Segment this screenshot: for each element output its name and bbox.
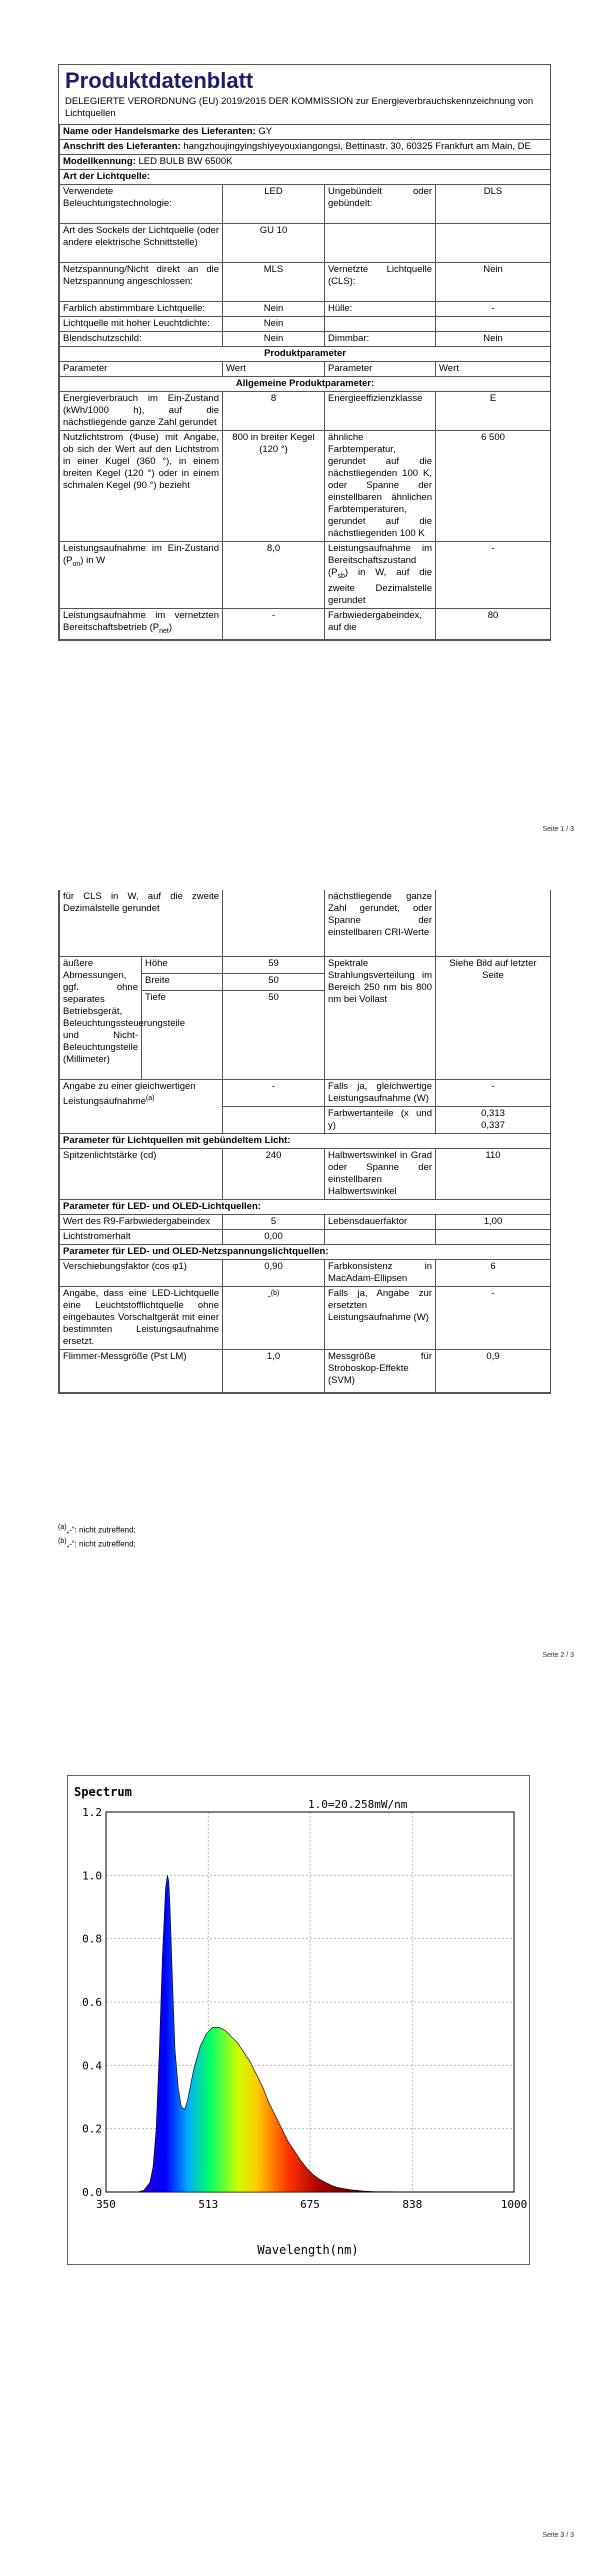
table-row: Wert des R9-Farbwiedergabeindex 5 Lebensdauerfaktor 1,00 <box>60 1215 551 1230</box>
x-tick-label: 838 <box>402 2198 423 2211</box>
table-row: Lichtstromerhalt 0,00 <box>60 1230 551 1245</box>
table-row: Energieverbrauch im Ein-Zustand (kWh/1000 h), auf die nächstliegende ganze Zahl gerundet 8 Energieeffizienzklasse E <box>60 392 551 431</box>
table-row-split: Leistungsaufnahme im vernetzten Bereitschaftsbetrieb $(P_{net})$ - Farbwiedergabeindex, auf die 80 <box>60 608 551 639</box>
model-id-row: Modellkennung: LED BULB BW 6500K <box>60 155 551 170</box>
footnote-b: $^{(b)}$„-“: nicht zutreffend; <box>58 1537 136 1549</box>
table-row: Nutzlichtstrom (Φuse) mit Angabe, ob sich der Wert auf den Lichtstrom in einer Kugel (360 °), in einem breiten Kegel (120 °) oder in einem schmalen Kegel (90 °) bezieht 800 in breiter Kegel (120 °) ähnliche Farbtemperatur, gerundet auf die nächstliegenden 100 K, oder Spanne der einstellbaren ähnlichen Farbtemperaturen, gerundet auf die nächstliegenden 100 K 6 500 <box>60 431 551 542</box>
table-header-row: Parameter Wert Parameter Wert <box>60 362 551 377</box>
chart-annotation: 1.0=20.258mW/nm <box>308 1798 408 1811</box>
x-tick-label: 350 <box>96 2198 116 2211</box>
table-row: Spitzenlichtstärke (cd) 240 Halbwertswinkel in Grad oder Spanne der einstellbaren Halbwertswinkel 110 <box>60 1149 551 1200</box>
table-row: Leistungsaufnahme im Ein-Zustand $(P_{on})$ in W 8,0 Leistungsaufnahme im Bereitschaftszustand $(P_{sb})$ in W, auf die zweite Dezimalstelle gerundet - <box>60 542 551 609</box>
y-tick-label: 1.2 <box>82 1806 102 1819</box>
datasheet-frame-page-1 <box>58 64 551 641</box>
table-row: Farblich abstimmbare Lichtquelle: Nein Hülle: - <box>60 302 551 317</box>
page-2 <box>0 848 604 1696</box>
table-row: Netzspannung/Nicht direkt an die Netzspannung angeschlossen: MLS Vernetzte Lichtquelle (CLS): Nein <box>60 263 551 302</box>
table-row: Breite 50 <box>60 974 551 991</box>
y-tick-label: 0.6 <box>82 1996 102 2009</box>
table-row: äußere Abmessungen, ggf. ohne separates Betriebsgerät, Beleuchtungssteuerungsteile und Nicht-Beleuchtungsteile (Millimeter) Höhe 59 Spektrale Strahlungsverteilung im Bereich 250 nm bis 800 nm bei Vollast Siehe Bild auf letzter Seite <box>60 957 551 974</box>
general-params-heading: Allgemeine Produktparameter: <box>60 377 551 392</box>
spectrum-chart <box>67 1775 530 2265</box>
table-row: Verschiebungsfaktor (cos φ1) 0,90 Farbkonsistenz in MacAdam-Ellipsen 6 <box>60 1260 551 1287</box>
table-row: Blendschutzschild: Nein Dimmbar: Nein <box>60 332 551 347</box>
table-row: Verwendete Beleuchtungstechnologie: LED Ungebündelt oder gebündelt: DLS <box>60 185 551 224</box>
footnote-a: $^{(a)}$„-“: nicht zutreffend; <box>58 1524 136 1535</box>
x-axis-label: Wavelength(nm) <box>257 2243 359 2257</box>
directional-params-heading: Parameter für Lichtquellen mit gebündeltem Licht: <box>60 1134 551 1149</box>
table-row: Angabe zu einer gleichwertigen Leistungsaufnahme$^{(a)}$ - Falls ja, gleichwertige Leistungsaufnahme (W) - <box>60 1080 551 1107</box>
chart-title: Spectrum <box>74 1785 132 1799</box>
y-tick-label: 0.0 <box>82 2186 102 2199</box>
spectrum-svg <box>68 1776 529 2264</box>
table-row: Art des Sockels der Lichtquelle (oder andere elektrische Schnittstelle) GU 10 <box>60 224 551 263</box>
page-3 <box>0 1696 604 2560</box>
supplier-address-row: Anschrift des Lieferanten: hangzhoujingyingshiyeyouxiangongsi, Bettinastr. 30, 60325 Frankfurt am Main, DE <box>60 140 551 155</box>
led-params-heading: Parameter für LED- und OLED-Lichtquellen: <box>60 1200 551 1215</box>
regulation-reference: DELEGIERTE VERORDNUNG (EU) 2019/2015 DER KOMMISSION zur Energieverbrauchskennzeichnung von Lichtquellen <box>65 96 534 119</box>
light-source-type-heading: Art der Lichtquelle: <box>60 170 551 185</box>
page-number: Seite 3 / 3 <box>542 2532 574 2539</box>
table-row: Angabe, dass eine LED-Lichtquelle eine Leuchtstofflichtquelle ohne eingebautes Vorschaltgerät mit einer bestimmten Leistungsaufnahme ersetzt. -$^{(b)}$ Falls ja, Angabe zur ersetzten Leistungsaufnahme (W) - <box>60 1287 551 1350</box>
footnotes <box>58 1522 136 1549</box>
product-params-heading: Produktparameter <box>60 347 551 362</box>
datasheet-table-page-2 <box>59 890 551 1393</box>
page-1 <box>0 0 604 848</box>
datasheet-frame-page-2 <box>58 890 551 1394</box>
page-number: Seite 1 / 3 <box>542 826 574 833</box>
y-tick-label: 0.4 <box>82 2059 102 2073</box>
table-row: Farbwertanteile (x und y) 0,313 0,337 <box>60 1107 551 1134</box>
table-row: Flimmer-Messgröße (Pst LM) 1,0 Messgröße für Stroboskop-Effekte (SVM) 0,9 <box>60 1350 551 1393</box>
mains-params-heading: Parameter für LED- und OLED-Netzspannungslichtquellen: <box>60 1245 551 1260</box>
supplier-name-row: Name oder Handelsmarke des Lieferanten: GY <box>60 125 551 140</box>
table-row-continued: für CLS in W, auf die zweite Dezimalstelle gerundet nächstliegende ganze Zahl gerundet, oder Spanne der einstellbaren CRI-Werte <box>60 890 551 957</box>
datasheet-table-page-1 <box>59 124 551 640</box>
x-tick-label: 675 <box>300 2198 320 2211</box>
x-tick-label: 1000 <box>500 2198 528 2211</box>
table-row: Lichtquelle mit hoher Leuchtdichte: Nein <box>60 317 551 332</box>
spectrum-curve <box>137 1875 514 2192</box>
y-tick-label: 0.8 <box>82 1932 102 1946</box>
y-tick-label: 0.2 <box>82 2122 102 2136</box>
page-number: Seite 2 / 3 <box>542 1652 574 1659</box>
table-row: Tiefe 50 <box>60 991 551 1080</box>
document-title: Produktdatenblatt <box>65 68 254 93</box>
x-tick-label: 513 <box>198 2198 219 2211</box>
y-tick-label: 1.0 <box>82 1869 102 1883</box>
